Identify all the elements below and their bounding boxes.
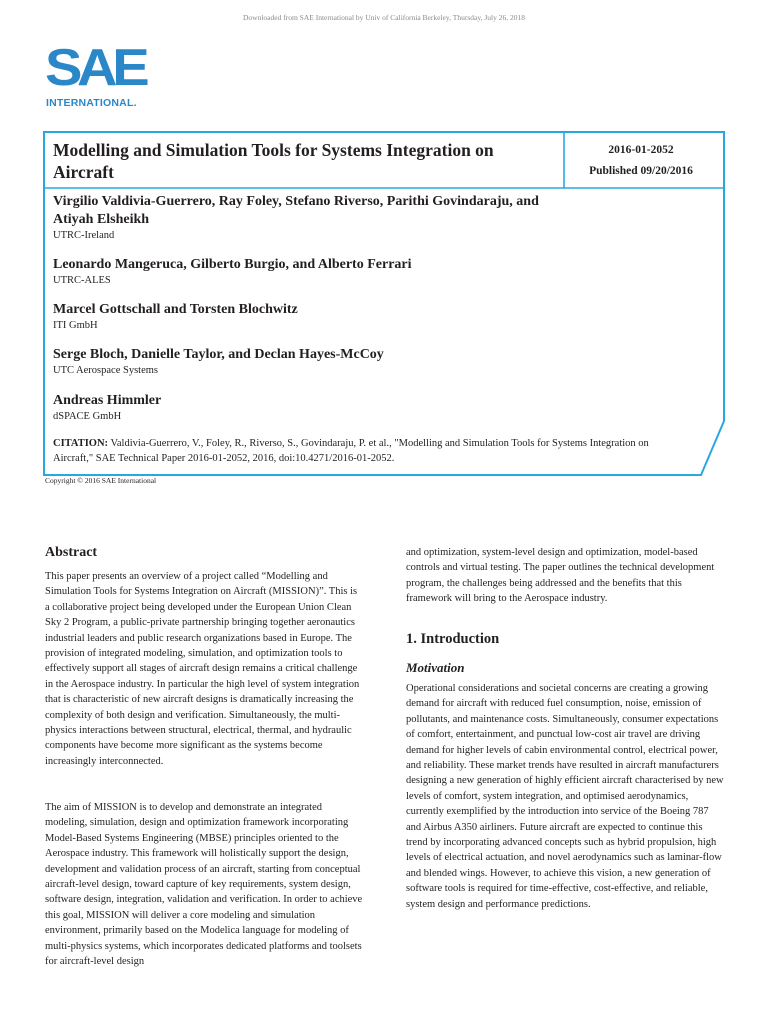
download-note: Downloaded from SAE International by Univ of California Berkeley, Thursday, July 26, 2018 xyxy=(243,13,525,22)
sae-logo xyxy=(45,39,155,112)
introduction-text: Operational considerations and societal concerns are creating a growing demand for aircraft with reduced fuel consumption, noise, emission of pollutants, and maintenance costs. Simultaneously, consumer expectations of comfort, entertainment, and punctual low-cost air travel are driving demand for higher levels of cabin environmental control, electrical power, and reliability. These market trends have resulted in aircraft manufacturers designing a new generation of highly efficient aircraft characterised by new levels of comfort, system integration, and optimised aerodynamics, currently exemplified by the introduction into service of the Boeing 787 and Airbus A350 airliners. Future aircraft are expected to continue this trend by incorporating advanced concepts such as hybrid propulsion, high levels of electrical actuation, and novel aerodynamics such as laminar-flow and blended wings. However, to achieve this vision, a new generation of software tools is required for time-effective, cost-effective, and reliable, system design and performance predictions. xyxy=(406,683,724,910)
author-group-utrc-ales xyxy=(53,256,573,288)
citation-label: CITATION: xyxy=(53,438,109,449)
abstract-heading: Abstract xyxy=(45,545,98,560)
author-group-dspace xyxy=(53,392,573,424)
author-affiliation: ITI GmbH xyxy=(53,320,98,331)
author-names: Leonardo Mangeruca, Gilberto Burgio, and Alberto Ferrari xyxy=(53,257,412,272)
logo-sae-wordmark: SAE xyxy=(45,39,145,97)
abstract-text: and optimization, system-level design and optimization, model-based controls and virtual testing. The paper outlines the technical development program, the challenges being addressed and the benefits that this framework will bring to the Aerospace industry. xyxy=(406,547,715,605)
paper-title: Modelling and Simulation Tools for Systems Integration on Aircraft xyxy=(53,140,494,182)
abstract-text: The aim of MISSION is to develop and demonstrate an integrated modeling, simulation, design and optimization framework incorporating Model-Based Systems Engineering (MBSE) principles oriented to the Aerospace industry. This framework will holistically support the design, development and validation process of an aircraft, starting from conceptual aircraft-level design, toward capture of key requirements, system design, software design, integration, validation and verification. In order to achieve this goal, MISSION will deliver a core modeling and simulation environment, primarily based on the Modelica language for modeling of multi-physics systems, which incorporates dedicated platforms and toolsets for aircraft-level design xyxy=(45,802,363,968)
author-affiliation: UTRC-ALES xyxy=(53,275,111,286)
author-group-utrc-ireland xyxy=(53,193,573,243)
author-names: Andreas Himmler xyxy=(53,393,162,408)
author-group-iti xyxy=(53,301,573,333)
motivation-subheading: Motivation xyxy=(406,660,465,675)
author-names: Serge Bloch, Danielle Taylor, and Declan Hayes-McCoy xyxy=(53,347,384,362)
author-affiliation: UTRC-Ireland xyxy=(53,230,115,241)
logo-international-text: INTERNATIONAL. xyxy=(46,97,137,109)
citation-text: Valdivia-Guerrero, V., Foley, R., Riverso, S., Govindaraju, P. et al., "Modelling and Simulation Tools for Systems Integration on Aircraft," SAE Technical Paper 2016-01-2052, 2016, doi:10.4271/2016-01-2052. xyxy=(53,438,649,464)
copyright-notice: Copyright © 2016 SAE International xyxy=(45,476,157,485)
paper-id: 2016-01-2052 xyxy=(608,144,674,156)
author-names: Marcel Gottschall and Torsten Blochwitz xyxy=(53,302,298,317)
abstract-text: This paper presents an overview of a project called “Modelling and Simulation Tools for Systems Integration on Aircraft (MISSION)”. This is a collaborative project being developed under the European Union Clean Sky 2 Program, a public-private partnership bringing together aeronautics industrial leaders and public research organizations based in Europe. The provision of integrated modeling, simulation, and optimization tools to effectively support all stages of aircraft design remains a critical challenge in the Aerospace industry. In particular the high level of system integration that is characteristic of new aircraft designs is dramatically increasing the complexity of both design and verification. Simultaneously, the multi-physics interactions between structural, electrical, thermal, and hydraulic components have become more significant as the systems become increasingly interconnected. xyxy=(45,571,360,767)
introduction-heading: 1. Introduction xyxy=(406,631,500,647)
author-affiliation: dSPACE GmbH xyxy=(53,411,122,422)
author-affiliation: UTC Aerospace Systems xyxy=(53,365,158,376)
abstract-paragraph-1 xyxy=(45,569,363,769)
author-group-utc-aerospace xyxy=(53,346,573,378)
introduction-paragraph-1 xyxy=(406,681,724,912)
author-names: Virgilio Valdivia-Guerrero, Ray Foley, Stefano Riverso, Parithi Govindaraju, and Atiyah Elsheikh xyxy=(53,194,539,227)
abstract-paragraph-2 xyxy=(45,800,363,969)
paper-published-date: Published 09/20/2016 xyxy=(589,165,693,177)
abstract-paragraph-2-continued xyxy=(406,545,724,607)
citation xyxy=(53,436,663,466)
